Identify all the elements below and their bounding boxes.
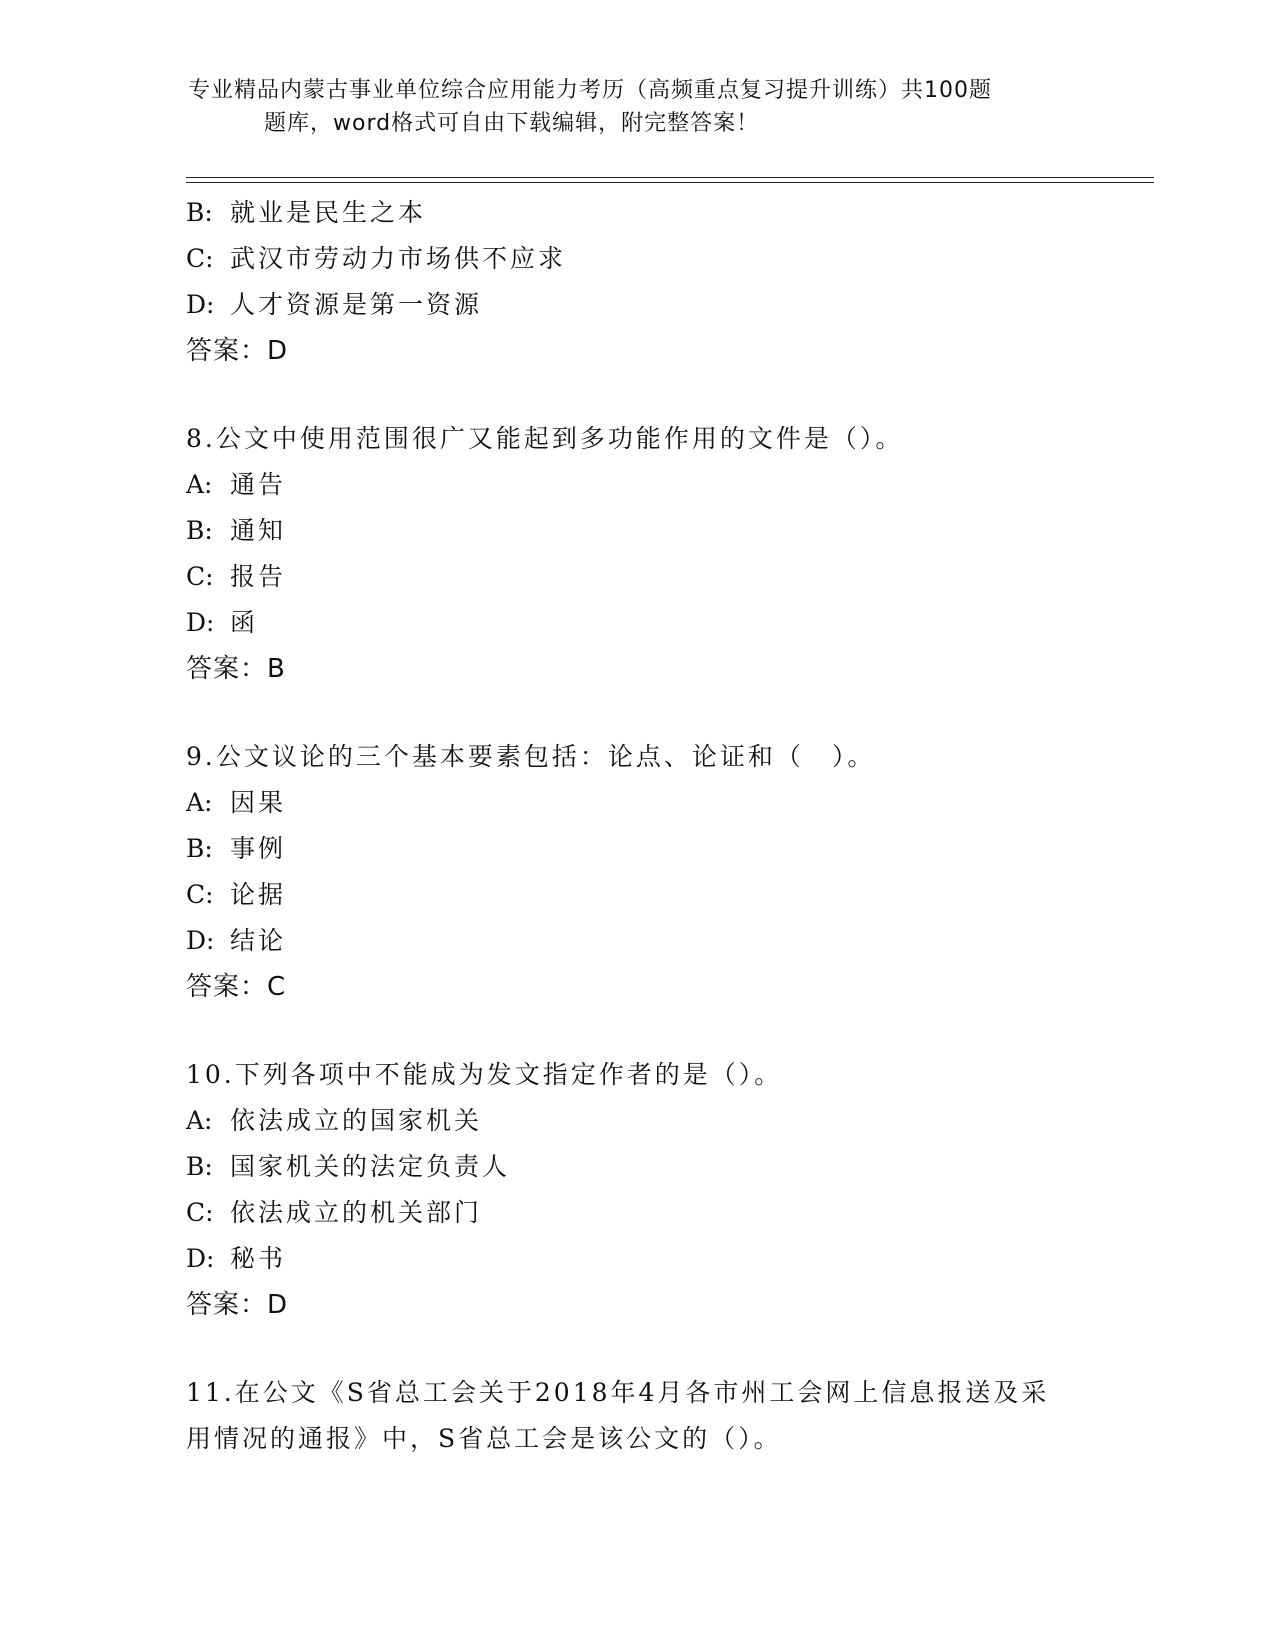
option-label: C: (186, 880, 214, 909)
option-c (186, 1190, 1086, 1236)
question-11 (186, 1370, 1086, 1462)
option-text: 人才资源是第一资源 (230, 290, 483, 319)
option-label: B: (186, 198, 213, 227)
option-text: 国家机关的法定负责人 (230, 1152, 511, 1181)
answer: 答案：C (186, 972, 287, 1002)
option-label: C: (186, 562, 214, 591)
option-label: D: (186, 290, 215, 319)
option-c (186, 236, 1086, 282)
option-b (186, 508, 1086, 554)
option-text: 函 (230, 608, 259, 637)
option-text: 因果 (230, 788, 287, 817)
option-text: 就业是民生之本 (230, 198, 427, 227)
option-text: 报告 (230, 562, 287, 591)
document-body (186, 190, 1086, 1462)
option-a (186, 780, 1086, 826)
answer: 答案：B (186, 654, 286, 684)
question-10 (186, 1052, 1086, 1328)
option-a (186, 1098, 1086, 1144)
option-d (186, 600, 1086, 646)
option-text: 依法成立的国家机关 (230, 1106, 483, 1135)
question-text: 9.公文议论的三个基本要素包括：论点、论证和（ ）。 (186, 742, 876, 771)
option-label: B: (186, 1152, 213, 1181)
header-title-line1: 专业精品内蒙古事业单位综合应用能力考历（高频重点复习提升训练）共100题 (188, 78, 992, 103)
option-text: 论据 (230, 880, 287, 909)
option-a (186, 462, 1086, 508)
option-c (186, 554, 1086, 600)
question-8 (186, 416, 1086, 692)
option-d (186, 918, 1086, 964)
option-text: 通告 (230, 470, 287, 499)
question-text: 8.公文中使用范围很广又能起到多功能作用的文件是（）。 (186, 424, 904, 453)
option-text: 依法成立的机关部门 (230, 1198, 483, 1227)
option-label: D: (186, 1244, 215, 1273)
option-text: 秘书 (230, 1244, 287, 1273)
option-label: A: (186, 1106, 213, 1135)
option-label: D: (186, 608, 215, 637)
option-b (186, 190, 1086, 236)
option-label: B: (186, 516, 213, 545)
page-header (188, 74, 1068, 140)
question-text: 10.下列各项中不能成为发文指定作者的是（）。 (186, 1060, 783, 1089)
option-label: C: (186, 244, 214, 273)
option-text: 通知 (230, 516, 287, 545)
option-label: B: (186, 834, 213, 863)
option-label: C: (186, 1198, 214, 1227)
question-9 (186, 734, 1086, 1010)
option-text: 结论 (230, 926, 287, 955)
question-7-tail (186, 190, 1086, 374)
option-d (186, 1236, 1086, 1282)
answer: 答案：D (186, 1290, 289, 1320)
option-text: 事例 (230, 834, 287, 863)
option-b (186, 826, 1086, 872)
option-label: D: (186, 926, 215, 955)
answer: 答案：D (186, 336, 289, 366)
question-text-line1: 11.在公文《S省总工会关于2018年4月各市州工会网上信息报送及采 (186, 1378, 1050, 1407)
header-double-rule (186, 177, 1154, 183)
option-label: A: (186, 470, 213, 499)
option-text: 武汉市劳动力市场供不应求 (230, 244, 567, 273)
option-d (186, 282, 1086, 328)
question-text-line2: 用情况的通报》中，S省总工会是该公文的（）。 (186, 1424, 782, 1453)
option-c (186, 872, 1086, 918)
option-label: A: (186, 788, 213, 817)
option-b (186, 1144, 1086, 1190)
header-title-line2: 题库，word格式可自由下载编辑，附完整答案！ (264, 111, 760, 136)
